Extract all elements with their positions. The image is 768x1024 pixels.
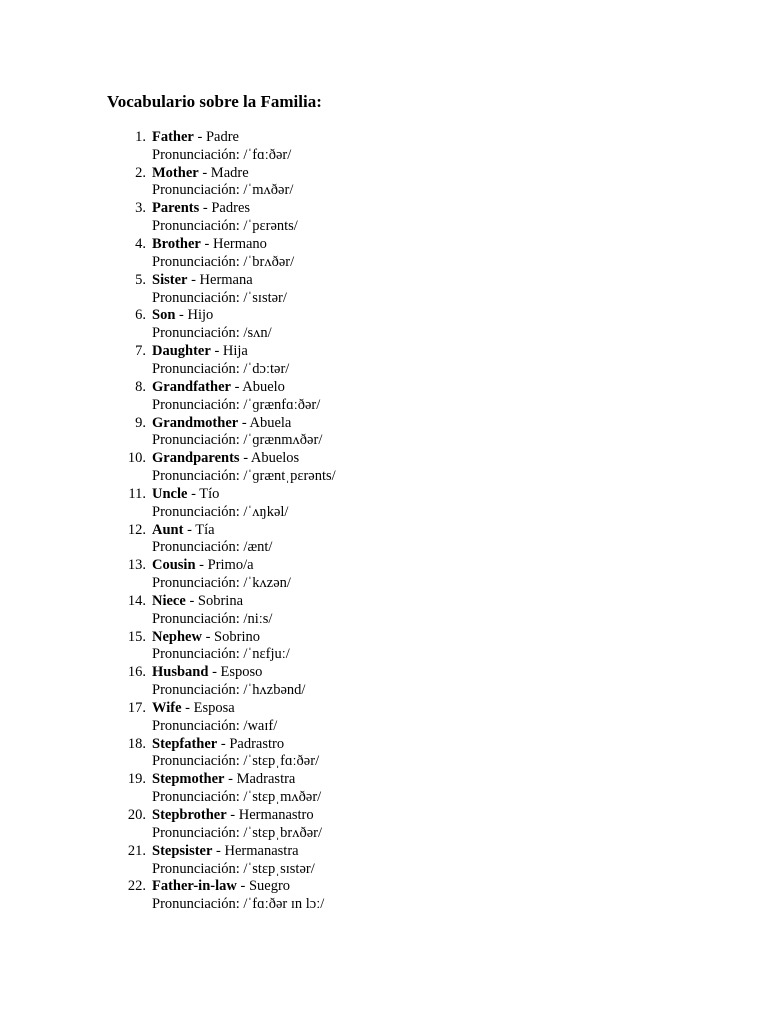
item-entry (152, 522, 272, 558)
english-word: Brother (152, 236, 201, 253)
pronunciation-label: Pronunciación: (152, 646, 240, 663)
english-word: Cousin (152, 557, 196, 574)
separator: - (187, 485, 200, 502)
english-word: Stepsister (152, 842, 213, 859)
separator: - (208, 664, 221, 681)
pronunciation-line (152, 254, 294, 272)
pronunciation-value: /ˈfɑːðər ɪn lɔː/ (243, 896, 325, 913)
spanish-translation: Suegro (248, 878, 291, 895)
item-number: 3. (135, 200, 146, 217)
pronunciation-value: /ˈɡræntˌpɛrənts/ (243, 467, 336, 484)
separator: - (226, 807, 239, 824)
pronunciation-value: /ˈdɔːtər/ (243, 360, 290, 377)
separator: - (238, 414, 250, 431)
pronunciation-label: Pronunciación: (152, 325, 240, 342)
item-entry (152, 165, 293, 201)
pronunciation-line (152, 861, 315, 879)
separator: - (198, 164, 211, 181)
pronunciation-line (152, 468, 336, 486)
item-number: 6. (135, 307, 146, 324)
item-number: 12. (127, 521, 146, 538)
spanish-translation: Esposo (220, 664, 263, 681)
item-entry (152, 486, 288, 522)
item-entry (152, 450, 336, 486)
item-entry (152, 236, 294, 272)
item-entry (152, 629, 290, 665)
pronunciation-label: Pronunciación: (152, 789, 240, 806)
spanish-translation: Abuelos (250, 450, 300, 467)
pronunciation-label: Pronunciación: (152, 753, 240, 770)
pronunciation-value: /ˈstɛpˌfɑːðər/ (243, 753, 320, 770)
pronunciation-line (152, 361, 289, 379)
english-word: Aunt (152, 521, 184, 538)
pronunciation-label: Pronunciación: (152, 432, 240, 449)
item-number: 16. (127, 664, 146, 681)
item-number: 11. (128, 485, 146, 502)
spanish-translation: Tío (199, 485, 220, 502)
pronunciation-label: Pronunciación: (152, 717, 240, 734)
item-number: 19. (127, 771, 146, 788)
item-entry (152, 736, 319, 772)
pronunciation-line (152, 147, 291, 165)
pronunciation-label: Pronunciación: (152, 610, 240, 627)
item-entry (152, 343, 289, 379)
pronunciation-label: Pronunciación: (152, 146, 240, 163)
english-word: Wife (152, 700, 182, 716)
pronunciation-line (152, 789, 321, 807)
item-number: 18. (127, 735, 146, 752)
separator: - (212, 842, 225, 859)
separator: - (210, 343, 223, 360)
english-word: Daughter (152, 343, 211, 360)
pronunciation-line (152, 682, 305, 700)
pronunciation-label: Pronunciación: (152, 218, 240, 235)
pronunciation-value: /ˈpɛrənts/ (243, 218, 298, 235)
separator: - (224, 771, 237, 788)
pronunciation-value: /ˈɡrænfɑːðər/ (243, 396, 321, 413)
item-entry (152, 843, 315, 879)
spanish-translation: Hermanastra (224, 842, 299, 859)
english-word: Niece (152, 592, 186, 609)
pronunciation-label: Pronunciación: (152, 360, 240, 377)
english-word: Grandparents (152, 450, 240, 467)
item-number: 20. (127, 807, 146, 824)
pronunciation-value: /ˈɡrænmʌðər/ (243, 432, 323, 449)
item-number: 21. (127, 842, 146, 859)
pronunciation-label: Pronunciación: (152, 860, 240, 877)
item-entry (152, 272, 287, 308)
pronunciation-line (152, 290, 287, 308)
spanish-translation: Padres (211, 200, 251, 217)
item-entry (152, 700, 277, 736)
english-word: Stepfather (152, 735, 218, 752)
pronunciation-value: /ˈsɪstər/ (243, 289, 287, 306)
item-number: 7. (135, 343, 146, 360)
english-word: Nephew (152, 628, 202, 645)
spanish-translation: Tía (195, 521, 215, 538)
english-word: Grandfather (152, 378, 231, 395)
pronunciation-label: Pronunciación: (152, 682, 240, 699)
english-word: Parents (152, 200, 200, 217)
english-word: Grandmother (152, 414, 239, 431)
separator: - (230, 378, 243, 395)
english-word: Husband (152, 664, 209, 681)
pronunciation-value: /niːs/ (243, 610, 273, 627)
item-entry (152, 593, 272, 629)
separator: - (217, 735, 230, 752)
pronunciation-value: /ˈstɛpˌsɪstər/ (243, 860, 315, 877)
spanish-translation: Sobrina (197, 592, 244, 609)
english-word: Father-in-law (152, 878, 237, 895)
pronunciation-value: /ænt/ (243, 539, 273, 556)
item-number: 17. (127, 700, 146, 716)
item-entry (152, 557, 291, 593)
spanish-translation: Hija (222, 343, 248, 360)
pronunciation-label: Pronunciación: (152, 182, 240, 199)
english-word: Uncle (152, 485, 188, 502)
separator: - (201, 628, 215, 645)
spanish-translation: Primo/a (207, 557, 254, 574)
english-word: Sister (152, 271, 188, 288)
pronunciation-line (152, 432, 322, 450)
separator: - (187, 271, 200, 288)
item-entry (152, 771, 321, 807)
spanish-translation: Madrastra (236, 771, 296, 788)
pronunciation-line (152, 575, 291, 593)
item-entry (152, 878, 324, 914)
item-entry (152, 415, 322, 451)
spanish-translation: Sobrino (214, 628, 260, 645)
separator: - (181, 700, 194, 716)
item-number: 13. (127, 557, 146, 574)
separator: - (199, 200, 212, 217)
pronunciation-line (152, 753, 319, 771)
pronunciation-line (152, 611, 272, 629)
english-word: Stepmother (152, 771, 225, 788)
separator: - (175, 307, 188, 324)
pronunciation-value: /ˈnɛfjuː/ (243, 646, 290, 663)
pronunciation-line (152, 896, 324, 914)
pronunciation-value: /sʌn/ (243, 325, 272, 342)
spanish-translation: Abuelo (242, 378, 285, 395)
pronunciation-value: /ˈstɛpˌbrʌðər/ (243, 824, 322, 841)
pronunciation-value: /ˈfɑːðər/ (243, 146, 292, 163)
pronunciation-label: Pronunciación: (152, 539, 240, 556)
spanish-translation: Hermana (199, 271, 253, 288)
item-number: 14. (127, 592, 146, 609)
pronunciation-line (152, 539, 272, 557)
pronunciation-value: /ˈmʌðər/ (243, 182, 294, 199)
item-number: 8. (135, 378, 146, 395)
item-number: 2. (135, 164, 146, 181)
item-number: 15. (127, 628, 146, 645)
pronunciation-label: Pronunciación: (152, 467, 240, 484)
item-entry (152, 307, 272, 343)
pronunciation-line (152, 397, 320, 415)
pronunciation-line (152, 718, 277, 736)
english-word: Mother (152, 164, 199, 181)
spanish-translation: Esposa (193, 700, 235, 716)
item-number: 9. (135, 414, 146, 431)
pronunciation-label: Pronunciación: (152, 253, 240, 270)
pronunciation-label: Pronunciación: (152, 396, 240, 413)
spanish-translation: Padrastro (229, 735, 285, 752)
document-title: Vocabulario sobre la Familia: (107, 92, 322, 111)
english-word: Father (152, 129, 194, 145)
spanish-translation: Madre (210, 164, 249, 181)
pronunciation-label: Pronunciación: (152, 289, 240, 306)
item-entry (152, 664, 305, 700)
separator: - (239, 450, 251, 467)
english-word: Stepbrother (152, 807, 227, 824)
spanish-translation: Abuela (249, 414, 292, 431)
pronunciation-label: Pronunciación: (152, 575, 240, 592)
separator: - (185, 592, 198, 609)
pronunciation-line (152, 325, 272, 343)
item-entry (152, 807, 322, 843)
spanish-translation: Padre (205, 129, 239, 145)
pronunciation-line (152, 218, 298, 236)
pronunciation-value: /ˈhʌzbənd/ (243, 682, 306, 699)
pronunciation-line (152, 182, 293, 200)
pronunciation-value: /ˈstɛpˌmʌðər/ (243, 789, 322, 806)
spanish-translation: Hijo (187, 307, 214, 324)
item-number: 5. (135, 271, 146, 288)
pronunciation-value: /ˈbrʌðər/ (243, 253, 295, 270)
item-number: 4. (135, 236, 146, 253)
item-number: 22. (127, 878, 146, 895)
separator: - (200, 236, 213, 253)
separator: - (195, 557, 208, 574)
separator: - (193, 129, 206, 145)
spanish-translation: Hermano (212, 236, 267, 253)
pronunciation-line (152, 825, 322, 843)
pronunciation-label: Pronunciación: (152, 503, 240, 520)
separator: - (183, 521, 196, 538)
item-entry (152, 379, 320, 415)
spanish-translation: Hermanastro (238, 807, 314, 824)
pronunciation-value: /ˈʌŋkəl/ (243, 503, 289, 520)
pronunciation-line (152, 646, 290, 664)
separator: - (236, 878, 249, 895)
item-number: 10. (127, 450, 146, 467)
pronunciation-value: /ˈkʌzən/ (243, 575, 291, 592)
pronunciation-line (152, 504, 288, 522)
item-entry (152, 129, 291, 165)
pronunciation-value: /waɪf/ (243, 717, 278, 734)
item-entry (152, 200, 298, 236)
english-word: Son (152, 307, 176, 324)
pronunciation-label: Pronunciación: (152, 896, 240, 913)
pronunciation-label: Pronunciación: (152, 824, 240, 841)
item-number: 1. (135, 129, 146, 145)
